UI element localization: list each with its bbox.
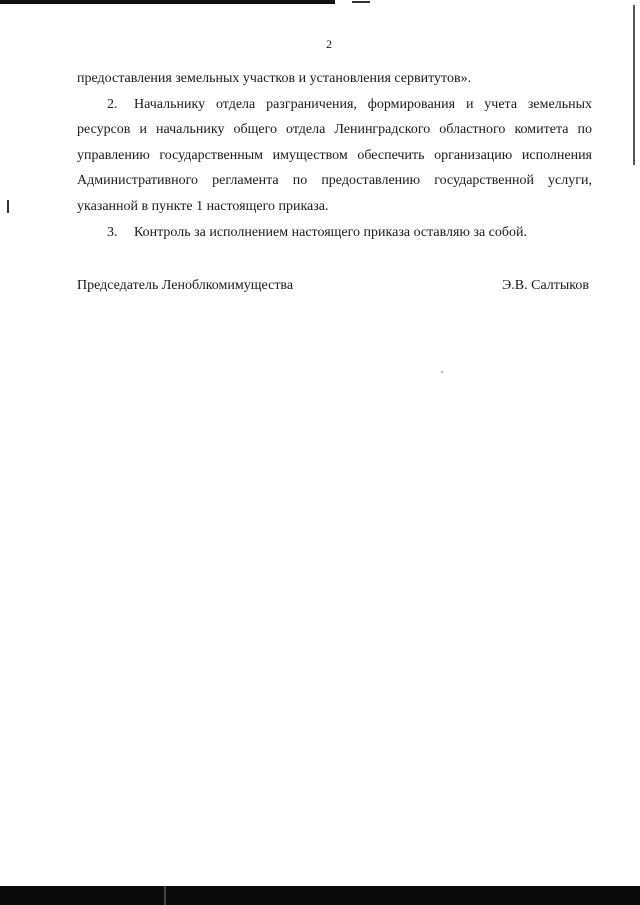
continuation-line: предоставления земельных участков и установления сервитутов». [77,71,472,86]
scan-artifact-top-bar [0,0,335,4]
signatory-position: Председатель Леноблкомимущества [77,278,294,293]
paragraph-3-number: 3. [107,224,118,240]
scan-artifact-bottom-bar [0,886,640,905]
paragraph-3-text: Контроль за исполнением настоящего приказа оставляю за собой. [134,224,528,240]
signatory-name: Э.В. Салтыков [502,278,589,293]
paragraph-2-number: 2. [107,96,118,112]
signature-block [77,278,589,294]
paragraph-2 [77,92,592,220]
scan-artifact-left-mark [7,200,9,213]
page-number: 2 [326,37,332,51]
scan-artifact-bottom-notch [164,886,166,905]
document-body [77,66,592,245]
paragraph-2-text: Начальнику отдела разграничения, формирования и учета земельных ресурсов и начальнику общего отдела Ленинградского областного комитета по управлению государственным имуществом обеспечить организацию исполнения Административного регламента по предоставлению государственной услуги, указанной в пункте 1 настоящего приказа. [77,96,592,214]
scan-artifact-right-edge [633,5,635,165]
paragraph-3 [77,220,592,246]
scan-artifact-dot [441,371,443,373]
scan-artifact-top-dash [352,1,370,3]
